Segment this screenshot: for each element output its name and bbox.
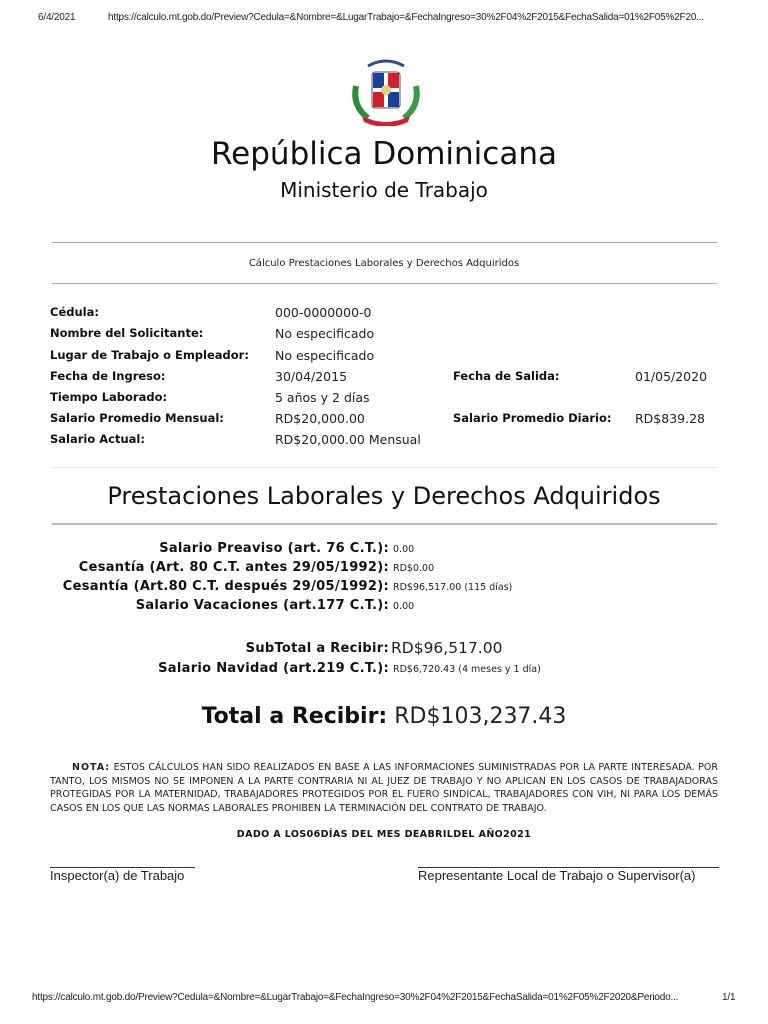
fecha-ingreso-value: 30/04/2015: [275, 369, 348, 384]
coat-of-arms-icon: [348, 56, 424, 126]
total-label: Total a Recibir:: [201, 704, 388, 729]
divider: [52, 523, 717, 525]
inspector-signature-label: Inspector(a) de Trabajo: [50, 868, 185, 883]
salario-diario-value: RD$839.28: [635, 411, 706, 426]
divider: [52, 467, 717, 468]
vacaciones-label: Salario Vacaciones (art.177 C.T.):: [135, 598, 389, 613]
cesantia-despues-label: Cesantía (Art.80 C.T. después 29/05/1992):: [62, 579, 389, 594]
tiempo-value: 5 años y 2 días: [275, 390, 370, 405]
salario-diario-label: Salario Promedio Diario:: [453, 411, 612, 425]
disclaimer-note: [50, 761, 718, 815]
navidad-value: RD$6,720.43 (4 meses y 1 día): [393, 664, 541, 675]
print-url: https://calculo.mt.gob.do/Preview?Cedula=&Nombre=&LugarTrabajo=&FechaIngreso=30%2F04%2F2015&FechaSalida=01%2F05%2F20...: [108, 12, 704, 23]
divider: [52, 242, 717, 243]
line-item: [0, 560, 768, 580]
line-item: [0, 598, 768, 618]
section-title: Prestaciones Laborales y Derechos Adquiridos: [107, 482, 661, 510]
subtotal-row: [0, 641, 768, 661]
nombre-label: Nombre del Solicitante:: [50, 326, 204, 340]
line-item: [0, 541, 768, 561]
line-item: [0, 579, 768, 599]
total-row: [0, 704, 768, 729]
cedula-label: Cédula:: [50, 305, 99, 319]
salario-mensual-label: Salario Promedio Mensual:: [50, 411, 224, 425]
fecha-salida-value: 01/05/2020: [635, 369, 708, 384]
employee-info: [0, 302, 768, 452]
page-subtitle: Ministerio de Trabajo: [280, 178, 488, 202]
subtotal-value: RD$96,517.00: [391, 639, 503, 657]
subtotal-label: SubTotal a Recibir:: [245, 641, 389, 656]
nombre-value: No especificado: [275, 326, 375, 341]
issue-date-statement: DADO A LOS06DÍAS DEL MES DEABRILDEL AÑO2021: [236, 829, 532, 840]
representante-signature-label: Representante Local de Trabajo o Supervisor(a): [418, 868, 696, 883]
preaviso-label: Salario Preaviso (art. 76 C.T.):: [159, 541, 389, 556]
tiempo-label: Tiempo Laborado:: [50, 390, 168, 404]
lugar-label: Lugar de Trabajo o Empleador:: [50, 348, 249, 362]
cedula-value: 000-0000000-0: [275, 305, 372, 320]
print-footer: [0, 992, 768, 1008]
nota-text: ESTOS CÁLCULOS HAN SIDO REALIZADOS EN BASE A LAS INFORMACIONES SUMINISTRADAS POR LA PARTE INTERESADA. POR TANTO, LOS MISMOS NO SE IMPONEN A LA PARTE CONTRARIA NI AL JUEZ DE TRABAJO Y NO APLICAN EN LOS CASOS DE TRABAJADORAS PROTEGIDAS POR LA MATERNIDAD, TRABAJADORES PROTEGIDOS POR EL FUERO SINDICAL, TRABAJADORES CON VIH, NI PARA LOS DEMÁS CASOS EN LOS QUE LAS NORMAS LABORALES PROHIBEN LA TERMINACIÓN DEL CONTRATO DE TRABAJO.: [50, 762, 718, 814]
footer-url: https://calculo.mt.gob.do/Preview?Cedula=&Nombre=&LugarTrabajo=&FechaIngreso=30%2F04%2F2015&FechaSalida=01%2F05%2F2020&Periodo...: [32, 992, 679, 1003]
salario-actual-value: RD$20,000.00 Mensual: [275, 432, 421, 447]
page-number: 1/1: [722, 992, 736, 1003]
cesantia-despues-value: RD$96,517.00 (115 días): [393, 582, 513, 593]
preaviso-value: 0.00: [393, 544, 415, 555]
print-header: [0, 12, 768, 28]
print-date: 6/4/2021: [38, 12, 76, 23]
navidad-label: Salario Navidad (art.219 C.T.):: [158, 661, 389, 676]
lugar-value: No especificado: [275, 348, 375, 363]
cesantia-antes-value: RD$0.00: [393, 563, 435, 574]
divider: [52, 283, 717, 284]
salario-actual-label: Salario Actual:: [50, 432, 145, 446]
page-title: República Dominicana: [211, 136, 557, 172]
fecha-salida-label: Fecha de Salida:: [453, 369, 560, 383]
salario-mensual-value: RD$20,000.00: [275, 411, 365, 426]
fecha-ingreso-label: Fecha de Ingreso:: [50, 369, 166, 383]
cesantia-antes-label: Cesantía (Art. 80 C.T. antes 29/05/1992):: [78, 560, 389, 575]
nota-label: NOTA:: [72, 762, 111, 773]
calculation-title: Cálculo Prestaciones Laborales y Derechos Adquiridos: [248, 258, 520, 269]
navidad-row: [0, 661, 768, 681]
vacaciones-value: 0.00: [393, 601, 415, 612]
total-value: RD$103,237.43: [394, 704, 567, 729]
